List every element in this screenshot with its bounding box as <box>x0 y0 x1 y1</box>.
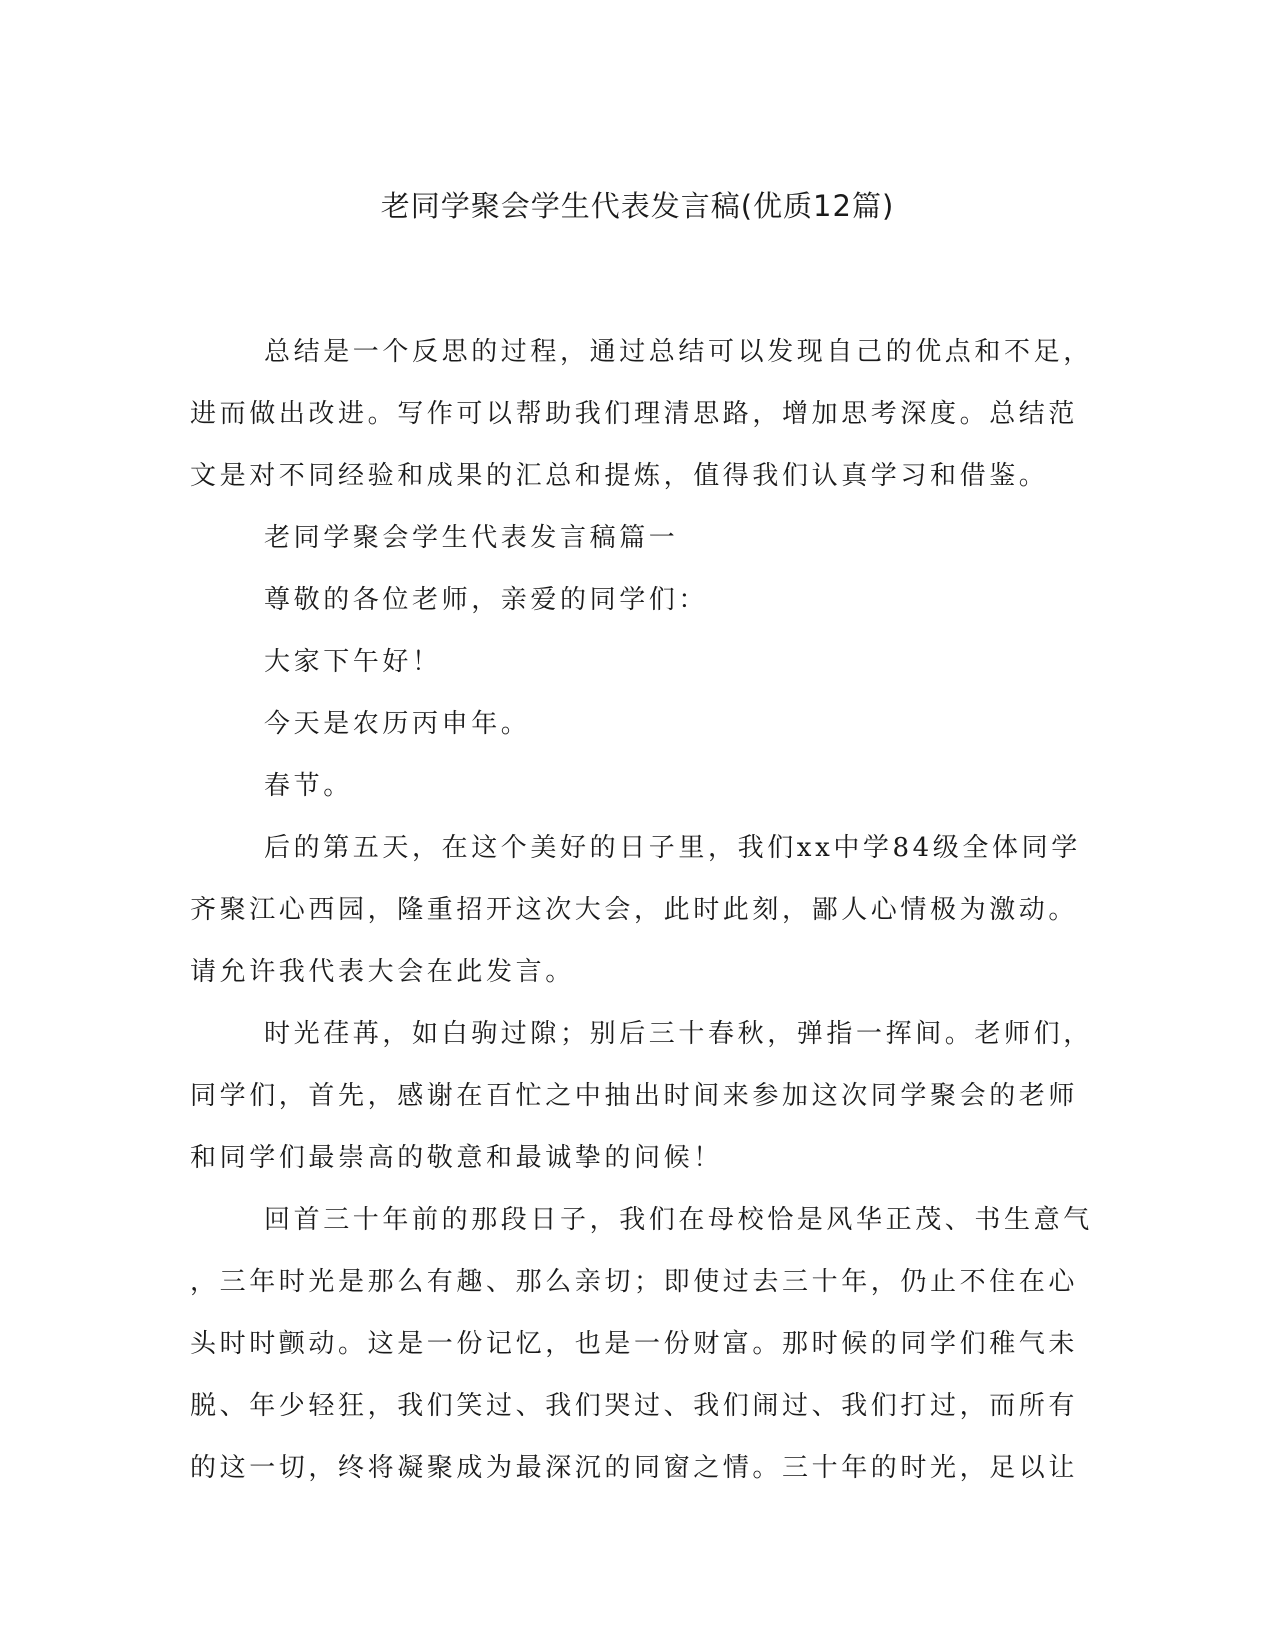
paragraph-line: 头时时颤动。这是一份记忆，也是一份财富。那时候的同学们稚气未 <box>190 1329 1079 1359</box>
paragraph-line: 时光荏苒，如白驹过隙；别后三十春秋，弹指一挥间。老师们， <box>264 1019 1093 1049</box>
greeting-line: 大家下午好！ <box>264 647 442 677</box>
paragraph-line: 回首三十年前的那段日子，我们在母校恰是风华正茂、书生意气 <box>264 1205 1093 1235</box>
paragraph-line: 今天是农历丙申年。 <box>264 709 531 739</box>
paragraph-line: 脱、年少轻狂，我们笑过、我们哭过、我们闹过、我们打过，而所有 <box>190 1391 1079 1421</box>
paragraph-line: 后的第五天，在这个美好的日子里，我们xx中学84级全体同学 <box>264 833 1081 863</box>
document-title: 老同学聚会学生代表发言稿(优质12篇) <box>380 189 895 223</box>
document-body <box>190 332 1093 1510</box>
paragraph-line: 春节。 <box>264 771 353 801</box>
paragraph-line: 请允许我代表大会在此发言。 <box>190 957 575 987</box>
section-heading: 老同学聚会学生代表发言稿篇一 <box>264 523 679 553</box>
paragraph-line: 齐聚江心西园，隆重招开这次大会，此时此刻，鄙人心情极为激动。 <box>190 895 1079 925</box>
paragraph-line: 进而做出改进。写作可以帮助我们理清思路，增加思考深度。总结范 <box>190 399 1079 429</box>
paragraph-line: 和同学们最崇高的敬意和最诚挚的问候！ <box>190 1143 723 1173</box>
paragraph-line: 总结是一个反思的过程，通过总结可以发现自己的优点和不足， <box>264 337 1093 367</box>
paragraph-line: 同学们，首先，感谢在百忙之中抽出时间来参加这次同学聚会的老师 <box>190 1081 1079 1111</box>
paragraph-line: 的这一切，终将凝聚成为最深沉的同窗之情。三十年的时光，足以让 <box>190 1453 1079 1483</box>
paragraph-line: 文是对不同经验和成果的汇总和提炼，值得我们认真学习和借鉴。 <box>190 461 1049 491</box>
salutation-line: 尊敬的各位老师，亲爱的同学们： <box>264 585 709 615</box>
paragraph-line: ，三年时光是那么有趣、那么亲切；即使过去三十年，仍止不住在心 <box>190 1267 1079 1297</box>
